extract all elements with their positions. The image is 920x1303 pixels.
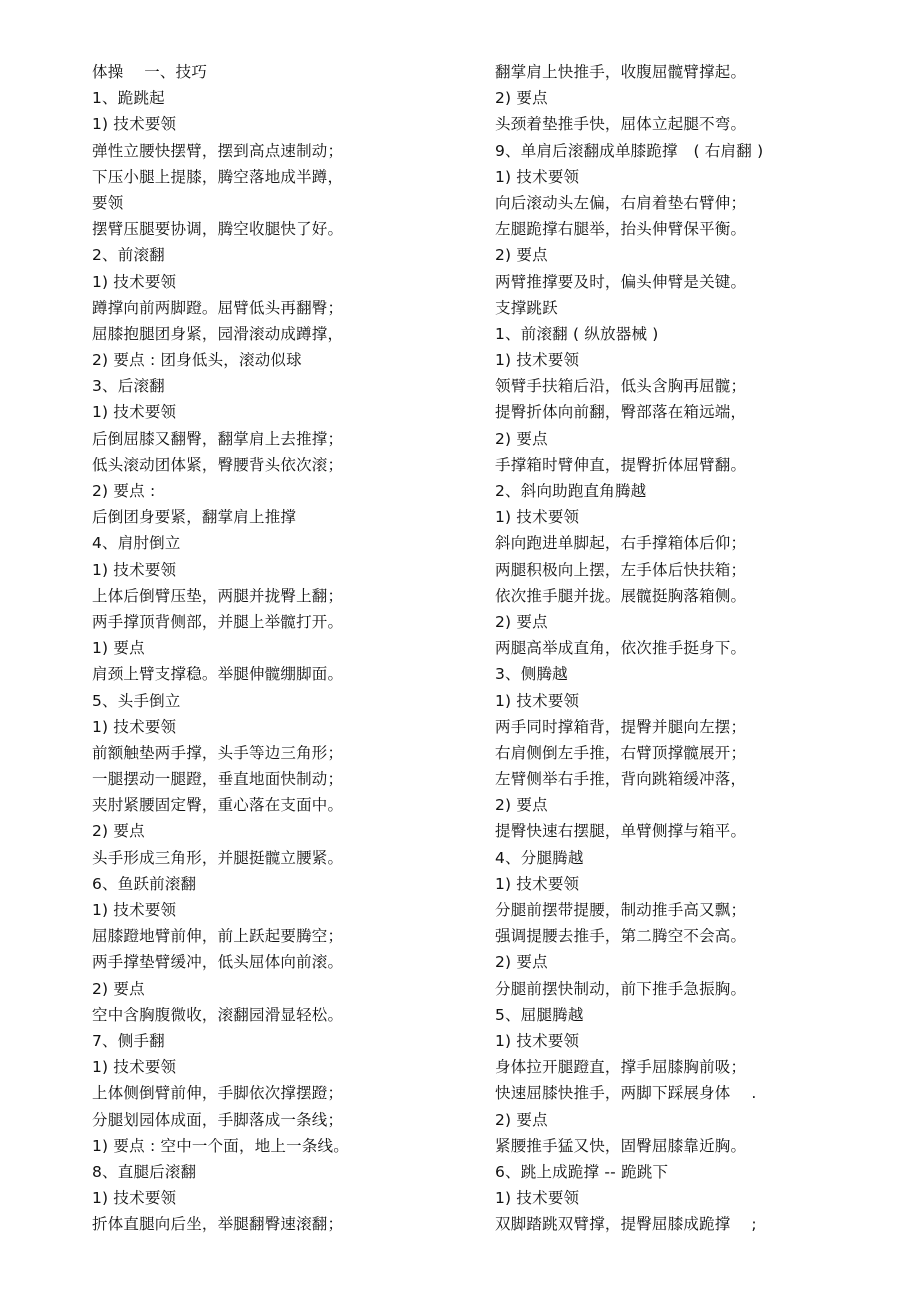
right-column-line: 右肩侧倒左手推，右臂顶撑髋展开；	[495, 743, 747, 762]
right-column-line: 1) 技术要领	[495, 167, 580, 186]
left-column-line: 1) 要点 : 空中一个面，地上一条线。	[92, 1136, 349, 1155]
right-column-line: 分腿前摆快制动，前下推手急振胸。	[495, 979, 747, 998]
right-column-line: 双脚踏跳双臂撑，提臀屈膝成跪撑 ;	[495, 1215, 757, 1234]
left-column-line: 1) 技术要领	[92, 272, 177, 291]
left-column-line: 上体侧倒臂前伸，手脚依次撑摆蹬；	[92, 1084, 344, 1103]
left-column-line: 5、头手倒立	[92, 691, 181, 710]
left-column-line: 7、侧手翻	[92, 1031, 165, 1050]
left-column-line: 2、前滚翻	[92, 246, 165, 265]
right-column-line: 紧腰推手猛又快，固臀屈膝靠近胸。	[495, 1136, 747, 1155]
right-column-line: 两腿高举成直角，依次推手挺身下。	[495, 639, 747, 658]
right-column-line: 两手同时撑箱背，提臀并腿向左摆；	[495, 717, 747, 736]
right-column-line: 2) 要点	[495, 429, 548, 448]
right-column-line: 1) 技术要领	[495, 691, 580, 710]
right-column-line: 两臂推撑要及时，偏头伸臂是关键。	[495, 272, 747, 291]
right-column-line: 1) 技术要领	[495, 508, 580, 527]
left-column-line: 2) 要点 : 团身低头，滚动似球	[92, 351, 302, 370]
left-column-line: 1) 技术要领	[92, 115, 177, 134]
left-column	[92, 59, 472, 1237]
right-column-line: 向后滚动头左偏，右肩着垫右臂伸；	[495, 193, 747, 212]
left-column-line: 蹲撑向前两脚蹬。屈臂低头再翻臀；	[92, 298, 344, 317]
right-column-line: 两腿积极向上摆，左手体后快扶箱；	[495, 560, 747, 579]
left-column-line: 两手撑顶背侧部，并腿上举髋打开。	[92, 612, 344, 631]
left-column-line: 低头滚动团体紧，臀腰背头依次滚；	[92, 455, 344, 474]
right-column-line: 2、斜向助跑直角腾越	[495, 482, 647, 500]
right-column-line: 快速屈膝快推手，两脚下踩展身体 .	[495, 1084, 757, 1103]
right-column-line: 斜向跑进单脚起，右手撑箱体后仰；	[495, 534, 747, 553]
right-column-line: 2) 要点	[495, 796, 548, 815]
left-column-line: 4、肩肘倒立	[92, 534, 181, 553]
right-column-line: 领臂手扶箱后沿，低头含胸再屈髋；	[495, 377, 747, 396]
right-column-line: 左腿跪撑右腿举，抬头伸臂保平衡。	[495, 220, 747, 239]
left-column-line: 1、跪跳起	[92, 89, 165, 108]
right-column-line: 1) 技术要领	[495, 1031, 580, 1050]
left-column-line: 屈膝抱腿团身紧，园滑滚动成蹲撑，	[92, 324, 344, 343]
right-column-line: 2) 要点	[495, 1110, 548, 1129]
right-column-line: 1) 技术要领	[495, 1189, 580, 1208]
left-column-line: 8、直腿后滚翻	[92, 1162, 197, 1181]
left-column-line: 前额触垫两手撑，头手等边三角形；	[92, 743, 344, 762]
right-column-line: 强调提腰去推手，第二腾空不会高。	[495, 927, 747, 946]
left-column-line: 屈膝蹬地臂前伸，前上跃起要腾空；	[92, 927, 344, 946]
right-column-line: 分腿前摆带提腰，制动推手高又飘；	[495, 901, 747, 919]
left-column-line: 要领	[92, 193, 124, 212]
right-column-line: 3、侧腾越	[495, 665, 568, 684]
left-column-line: 摆臂压腿要协调，腾空收腿快了好。	[92, 220, 344, 239]
left-column-line: 头手形成三角形，并腿挺髋立腰紧。	[92, 848, 344, 867]
right-column-line: 2) 要点	[495, 612, 548, 631]
right-column-line: 翻掌肩上快推手，收腹屈髋臂撑起。	[495, 63, 747, 81]
left-column-line: 1) 技术要领	[92, 1189, 177, 1208]
right-column-line: 5、屈腿腾越	[495, 1005, 584, 1024]
right-column	[495, 59, 895, 1237]
left-column-line: 两手撑垫臂缓冲，低头屈体向前滚。	[92, 953, 344, 972]
right-column-line: 2) 要点	[495, 246, 548, 265]
right-column-line: 6、跳上成跪撑 -- 跪跳下	[495, 1162, 669, 1181]
right-column-line: 1) 技术要领	[495, 874, 580, 893]
right-column-line: 9、单肩后滚翻成单膝跪撑 ( 右肩翻 )	[495, 141, 764, 160]
right-column-line: 提臀快速右摆腿，单臂侧撑与箱平。	[495, 822, 747, 841]
right-column-line: 提臀折体向前翻，臀部落在箱远端，	[495, 403, 747, 422]
right-column-line: 头颈着垫推手快，屈体立起腿不弯。	[495, 115, 747, 134]
left-column-line: 体操 一、技巧	[92, 63, 208, 81]
left-column-line: 1) 技术要领	[92, 717, 177, 736]
left-column-line: 3、后滚翻	[92, 377, 165, 396]
left-column-line: 下压小腿上提膝，腾空落地成半蹲，	[92, 167, 344, 186]
left-column-line: 1) 技术要领	[92, 1058, 177, 1077]
right-column-line: 支撑跳跃	[495, 298, 558, 317]
right-column-line: 2) 要点	[495, 953, 548, 972]
right-column-line: 依次推手腿并拢。展髋挺胸落箱侧。	[495, 586, 747, 605]
left-column-line: 后倒屈膝又翻臀，翻掌肩上去推撑；	[92, 429, 344, 448]
right-column-line: 2) 要点	[495, 89, 548, 108]
left-column-line: 2) 要点	[92, 979, 145, 998]
right-column-line: 4、分腿腾越	[495, 848, 584, 867]
left-column-line: 肩颈上臂支撑稳。举腿伸髋绷脚面。	[92, 665, 344, 684]
left-column-line: 1) 要点	[92, 639, 145, 658]
right-column-line: 身体拉开腿蹬直，撑手屈膝胸前吸；	[495, 1058, 747, 1077]
right-column-line: 1、前滚翻 ( 纵放器械 )	[495, 324, 659, 343]
left-column-line: 分腿划园体成面，手脚落成一条线；	[92, 1110, 344, 1129]
right-column-line: 左臂侧举右手推，背向跳箱缓冲落，	[495, 770, 747, 789]
left-column-line: 折体直腿向后坐，举腿翻臀速滚翻；	[92, 1215, 344, 1234]
left-column-line: 1) 技术要领	[92, 901, 177, 919]
left-column-line: 1) 技术要领	[92, 403, 177, 422]
left-column-line: 弹性立腰快摆臂，摆到高点速制动；	[92, 141, 344, 160]
left-column-line: 上体后倒臂压垫，两腿并拢臀上翻；	[92, 586, 344, 605]
right-column-line: 手撑箱时臂伸直，提臀折体屈臂翻。	[495, 455, 747, 474]
left-column-line: 6、鱼跃前滚翻	[92, 874, 197, 893]
left-column-line: 空中含胸腹微收，滚翻园滑显轻松。	[92, 1005, 344, 1024]
right-column-line: 1) 技术要领	[495, 351, 580, 370]
left-column-line: 后倒团身要紧，翻掌肩上推撑	[92, 508, 297, 527]
left-column-line: 1) 技术要领	[92, 560, 177, 579]
left-column-line: 夹肘紧腰固定臀，重心落在支面中。	[92, 796, 344, 815]
left-column-line: 2) 要点	[92, 822, 145, 841]
left-column-line: 2) 要点 :	[92, 482, 156, 500]
left-column-line: 一腿摆动一腿蹬，垂直地面快制动；	[92, 770, 344, 789]
